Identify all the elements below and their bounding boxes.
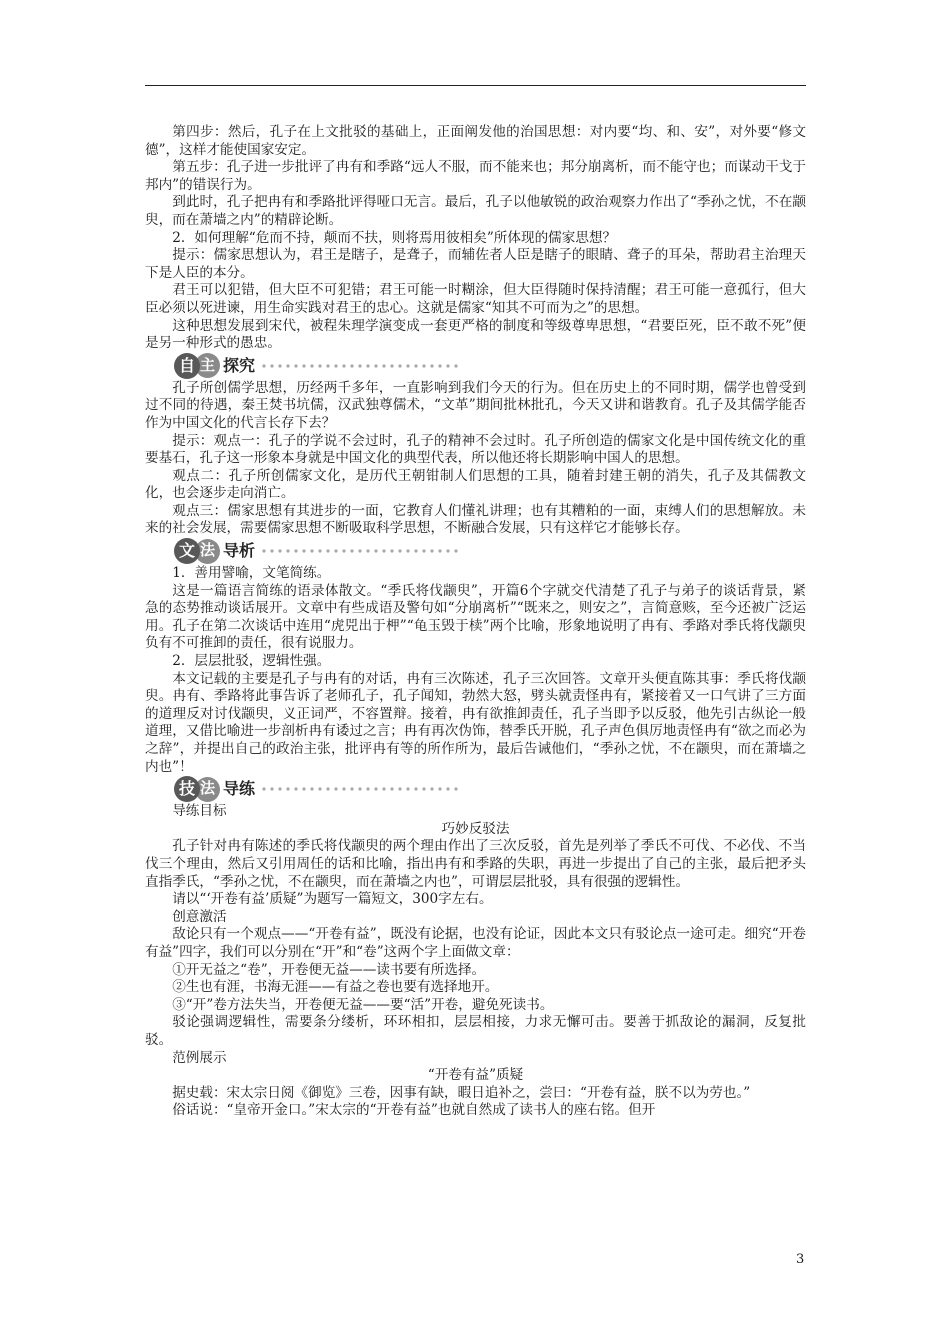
paragraph: 据史载：宋太宗日阅《御览》三卷，因事有缺，暇日追补之，尝曰：“开卷有益，朕不以为劳也。” (172, 1084, 751, 1101)
paragraph: 这是一篇语言简练的语录体散文。“季氏将伐颛臾”，开篇6个字就交代清楚了孔子与弟子的谈话背景，紧急的态势推动谈话展开。文章中有些成语及警句如“分崩离析”“既来之，则安之”，言简意赅，至今还被广泛运用。孔子在第二次谈话中连用“虎兕出于柙”“龟玉毁于椟”两个比喻，形象地说明了冉有、季路对季氏将伐颛臾负有不可推卸的责任，很有说服力。 (145, 582, 806, 652)
paragraph: 第四步：然后，孔子在上文批驳的基础上，正面阐发他的治国思想：对内要“均、和、安”，对外要“修文德”，这样才能使国家安定。 (145, 124, 806, 158)
paragraph: 提示：儒家思想认为，君王是瞎子，是聋子，而辅佐者人臣是瞎子的眼睛、聋子的耳朵，帮助君主治理天下是人臣的本分。 (145, 247, 806, 281)
paragraph: 请以“‘开卷有益’质疑”为题写一篇短文，300字左右。 (172, 891, 493, 908)
subheading-example: 范例展示 (172, 1049, 227, 1066)
section-title: 导练 (223, 779, 256, 799)
badge-circle: 文 (174, 538, 200, 564)
badge-circle: 自 (174, 353, 200, 379)
list-item: ①开无益之“卷”，开卷便无益——读书要有所选择。 (172, 961, 486, 978)
section-heading-writing-method (174, 539, 806, 563)
dotted-divider (260, 360, 458, 372)
method-title: 巧妙反驳法 (441, 820, 510, 837)
badge-circle: 主 (195, 353, 220, 378)
subheading-inspire: 创意激活 (172, 908, 227, 925)
section-heading-self-study (174, 354, 806, 378)
paragraph: 驳论强调逻辑性，需要条分缕析，环环相扣，层层相接，力求无懈可击。要善于抓敌论的漏洞，反复批驳。 (145, 1014, 806, 1048)
section-badge (174, 353, 255, 379)
question-2: 2．如何理解“危而不持，颠而不扶，则将焉用彼相矣”所体现的儒家思想？ (172, 229, 617, 246)
section-title: 导析 (223, 541, 256, 561)
paragraph: 俗话说：“皇帝开金口。”宋太宗的“开卷有益”也就自然成了读书人的座右铭。但开 (172, 1102, 656, 1119)
paragraph: 本文记载的主要是孔子与冉有的对话，冉有三次陈述，孔子三次回答。文章开头便直陈其事：季氏将伐颛臾。冉有、季路将此事告诉了老师孔子，孔子闻知，勃然大怒，劈头就责怪冉有，紧接着又一口气讲了三方面的道理反对讨伐颛臾，义正词严，不容置辩。接着，冉有欲推卸责任，孔子当即予以反驳，他先引古纵论一般道理，又借比喻进一步剖析冉有诿过之言；冉有再次伪饰，替季氏开脱，孔子声色俱厉地责怪冉有“欲之而必为之辞”，并提出自己的政治主张，批评冉有等的所作所为，最后告诫他们，“季孙之忧，不在颛臾，而在萧墙之内也”！ (145, 670, 806, 775)
paragraph: 君王可以犯错，但大臣不可犯错；君王可能一时糊涂，但大臣得随时保持清醒；君王可能一意孤行，但大臣必须以死进谏，用生命实践对君王的忠心。这就是儒家“知其不可而为之”的思想。 (145, 282, 806, 316)
section-badge (174, 538, 255, 564)
badge-circle: 法 (195, 777, 220, 802)
dotted-divider (260, 783, 458, 795)
section-heading-skill-practice (174, 777, 806, 801)
subheading-target: 导练目标 (172, 803, 227, 820)
page-body (145, 124, 806, 1120)
paragraph: 第五步：孔子进一步批评了冉有和季路“远人不服，而不能来也；邦分崩离析，而不能守也；而谋动干戈于邦内”的错误行为。 (145, 159, 806, 193)
section-badge (174, 776, 255, 802)
paragraph: 这种思想发展到宋代，被程朱理学演变成一套更严格的制度和等级尊卑思想，“君要臣死，臣不敢不死”便是另一种形式的愚忠。 (145, 317, 806, 352)
paragraph: 敌论只有一个观点——“开卷有益”，既没有论据，也没有论证，因此本文只有驳论点一途可走。细究“开卷有益”四字，我们可以分别在“开”和“卷”这两个字上面做文章： (145, 926, 806, 960)
badge-circle: 法 (195, 539, 220, 564)
section-title: 探究 (223, 355, 256, 375)
paragraph: 到此时，孔子把冉有和季路批评得哑口无言。最后，孔子以他敏锐的政治观察力作出了“季孙之忧，不在颛臾，而在萧墙之内”的精辟论断。 (145, 194, 806, 228)
paragraph: 观点二：孔子所创儒家文化，是历代王朝钳制人们思想的工具，随着封建王朝的消失，孔子及其儒教文化，也会逐步走向消亡。 (145, 467, 806, 502)
dotted-divider (260, 545, 458, 557)
list-item: ②生也有涯，书海无涯——有益之卷也要有选择地开。 (172, 979, 499, 996)
paragraph: 提示：观点一：孔子的学说不会过时，孔子的精神不会过时。孔子所创造的儒家文化是中国传统文化的重要基石，孔子这一形象本身就是中国文化的典型代表，所以他还将长期影响中国人的思想。 (145, 432, 806, 467)
paragraph: 1．善用譬喻，文笔简练。 (172, 565, 331, 582)
paragraph: 孔子针对冉有陈述的季氏将伐颛臾的两个理由作出了三次反驳，首先是列举了季氏不可伐、不必伐、不当伐三个理由，然后又引用周任的话和比喻，指出冉有和季路的失职，再进一步提出了自己的主张，最后把矛头直指季氏，“季孙之忧，不在颛臾，而在萧墙之内也”，可谓层层批驳，具有很强的逻辑性。 (145, 838, 806, 890)
essay-title: “开卷有益”质疑 (427, 1067, 524, 1084)
paragraph: 观点三：儒家思想有其进步的一面，它教育人们懂礼讲理；也有其糟粕的一面，束缚人们的思想解放。未来的社会发展，需要儒家思想不断吸取科学思想，不断融合发展，只有这样它才能够长存。 (145, 502, 806, 537)
page-number: 3 (796, 1252, 805, 1267)
header-rule (145, 85, 806, 86)
badge-circle: 技 (174, 776, 200, 802)
paragraph: 孔子所创儒学思想，历经两千多年，一直影响到我们今天的行为。但在历史上的不同时期，儒学也曾受到过不同的待遇，秦王焚书坑儒，汉武独尊儒术，“文革”期间批林批孔，今天又讲和谐教育。孔子及其儒学能否作为中国文化的代言长存下去？ (145, 379, 806, 431)
list-item: ③“开”卷方法失当，开卷便无益——要“活”开卷，避免死读书。 (172, 996, 554, 1013)
paragraph: 2．层层批驳，逻辑性强。 (172, 653, 331, 670)
